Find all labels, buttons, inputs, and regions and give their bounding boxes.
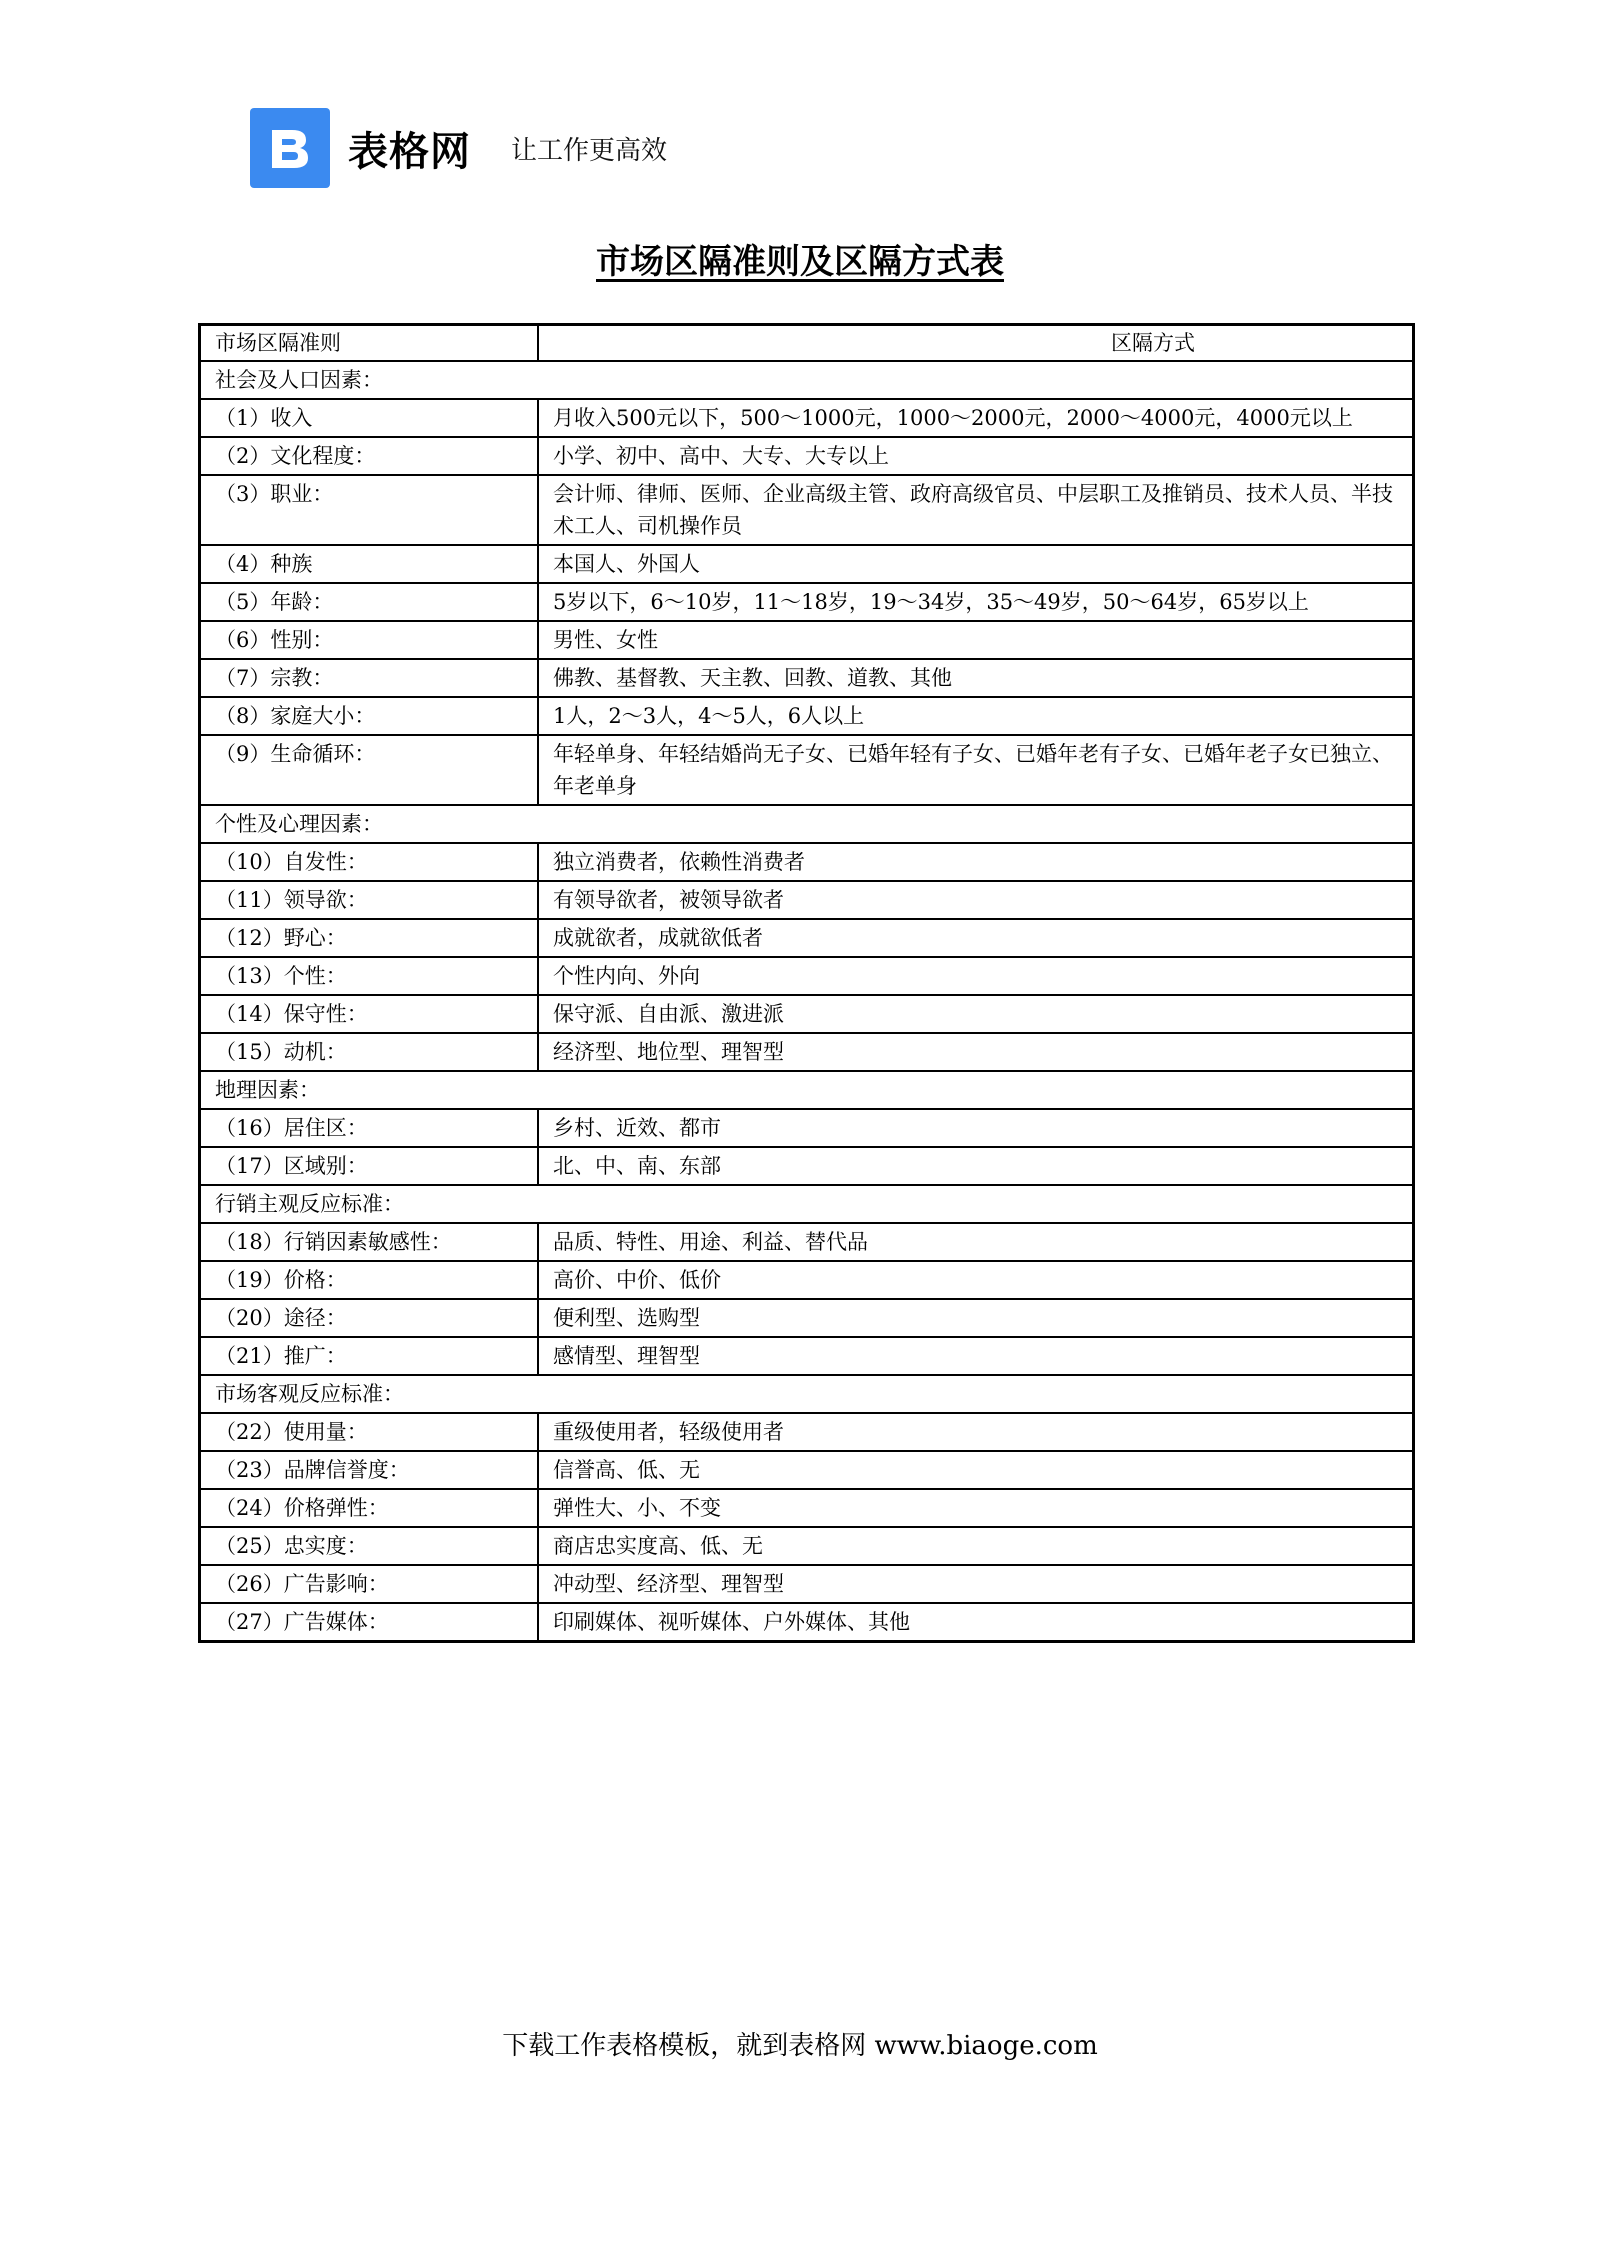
table-row [200, 1565, 1414, 1603]
table-row [200, 475, 1414, 545]
method-cell: 重级使用者，轻级使用者 [538, 1413, 1414, 1451]
table-row [200, 1223, 1414, 1261]
table-row [200, 735, 1414, 805]
criterion-cell: （15）动机： [200, 1033, 539, 1071]
table-row [200, 1451, 1414, 1489]
table-row [200, 1337, 1414, 1375]
criterion-cell: （22）使用量： [200, 1413, 539, 1451]
method-cell: 感情型、理智型 [538, 1337, 1414, 1375]
table-row [200, 1299, 1414, 1337]
criterion-cell: （11）领导欲： [200, 881, 539, 919]
header-criterion: 市场区隔准则 [200, 325, 539, 362]
table-header-row [200, 325, 1414, 362]
method-cell: 品质、特性、用途、利益、替代品 [538, 1223, 1414, 1261]
criterion-cell: （24）价格弹性： [200, 1489, 539, 1527]
method-cell: 1人，2～3人，4～5人，6人以上 [538, 697, 1414, 735]
segmentation-table [198, 323, 1415, 1643]
table-row [200, 919, 1414, 957]
criterion-cell: （4）种族 [200, 545, 539, 583]
table-row [200, 697, 1414, 735]
table-row [200, 545, 1414, 583]
method-cell: 小学、初中、高中、大专、大专以上 [538, 437, 1414, 475]
section-label: 地理因素： [200, 1071, 1414, 1109]
footer-text: 下载工作表格模板，就到表格网 www.biaoge.com [502, 2031, 1098, 2061]
criterion-cell: （12）野心： [200, 919, 539, 957]
brand-slogan: 让工作更高效 [511, 135, 668, 166]
table-row [200, 659, 1414, 697]
method-cell: 商店忠实度高、低、无 [538, 1527, 1414, 1565]
table-row [200, 1603, 1414, 1642]
criterion-cell: （1）收入 [200, 399, 539, 437]
table-row [200, 621, 1414, 659]
section-row [200, 1071, 1414, 1109]
section-label: 个性及心理因素： [200, 805, 1414, 843]
method-cell: 年轻单身、年轻结婚尚无子女、已婚年轻有子女、已婚年老有子女、已婚年老子女已独立、年老单身 [538, 735, 1414, 805]
method-cell: 有领导欲者，被领导欲者 [538, 881, 1414, 919]
criterion-cell: （2）文化程度： [200, 437, 539, 475]
criterion-cell: （27）广告媒体： [200, 1603, 539, 1642]
table-row [200, 1489, 1414, 1527]
criterion-cell: （16）居住区： [200, 1109, 539, 1147]
section-row [200, 805, 1414, 843]
method-cell: 5岁以下，6～10岁，11～18岁，19～34岁，35～49岁，50～64岁，65岁以上 [538, 583, 1414, 621]
table-row [200, 1527, 1414, 1565]
header-method: 区隔方式 [538, 325, 1414, 362]
criterion-cell: （3）职业： [200, 475, 539, 545]
criterion-cell: （21）推广： [200, 1337, 539, 1375]
table-row [200, 843, 1414, 881]
section-label: 市场客观反应标准： [200, 1375, 1414, 1413]
section-label: 社会及人口因素： [200, 361, 1414, 399]
table-row [200, 1033, 1414, 1071]
method-cell: 信誉高、低、无 [538, 1451, 1414, 1489]
method-cell: 佛教、基督教、天主教、回教、道教、其他 [538, 659, 1414, 697]
criterion-cell: （23）品牌信誉度： [200, 1451, 539, 1489]
section-label: 行销主观反应标准： [200, 1185, 1414, 1223]
criterion-cell: （26）广告影响： [200, 1565, 539, 1603]
method-cell: 北、中、南、东部 [538, 1147, 1414, 1185]
method-cell: 经济型、地位型、理智型 [538, 1033, 1414, 1071]
method-cell: 个性内向、外向 [538, 957, 1414, 995]
method-cell: 独立消费者，依赖性消费者 [538, 843, 1414, 881]
method-cell: 成就欲者，成就欲低者 [538, 919, 1414, 957]
method-cell: 月收入500元以下，500～1000元，1000～2000元，2000～4000元，4000元以上 [538, 399, 1414, 437]
criterion-cell: （18）行销因素敏感性： [200, 1223, 539, 1261]
criterion-cell: （20）途径： [200, 1299, 539, 1337]
table-row [200, 1261, 1414, 1299]
method-cell: 冲动型、经济型、理智型 [538, 1565, 1414, 1603]
criterion-cell: （10）自发性： [200, 843, 539, 881]
criterion-cell: （25）忠实度： [200, 1527, 539, 1565]
table-row [200, 437, 1414, 475]
method-cell: 保守派、自由派、激进派 [538, 995, 1414, 1033]
table-row [200, 583, 1414, 621]
method-cell: 男性、女性 [538, 621, 1414, 659]
table-row [200, 1413, 1414, 1451]
method-cell: 弹性大、小、不变 [538, 1489, 1414, 1527]
criterion-cell: （9）生命循环： [200, 735, 539, 805]
brand-logo-icon [250, 108, 330, 188]
criterion-cell: （5）年龄： [200, 583, 539, 621]
criterion-cell: （14）保守性： [200, 995, 539, 1033]
table-row [200, 1147, 1414, 1185]
method-cell: 高价、中价、低价 [538, 1261, 1414, 1299]
criterion-cell: （19）价格： [200, 1261, 539, 1299]
section-row [200, 361, 1414, 399]
document-title: 市场区隔准则及区隔方式表 [596, 242, 1004, 282]
brand-name: 表格网 [348, 128, 471, 175]
method-cell: 本国人、外国人 [538, 545, 1414, 583]
criterion-cell: （6）性别： [200, 621, 539, 659]
section-row [200, 1185, 1414, 1223]
method-cell: 乡村、近效、都市 [538, 1109, 1414, 1147]
site-header [250, 108, 667, 188]
method-cell: 印刷媒体、视听媒体、户外媒体、其他 [538, 1603, 1414, 1642]
criterion-cell: （17）区域别： [200, 1147, 539, 1185]
table-row [200, 881, 1414, 919]
table-row [200, 995, 1414, 1033]
section-row [200, 1375, 1414, 1413]
table-row [200, 399, 1414, 437]
criterion-cell: （8）家庭大小： [200, 697, 539, 735]
method-cell: 会计师、律师、医师、企业高级主管、政府高级官员、中层职工及推销员、技术人员、半技术工人、司机操作员 [538, 475, 1414, 545]
method-cell: 便利型、选购型 [538, 1299, 1414, 1337]
table-row [200, 1109, 1414, 1147]
table-row [200, 957, 1414, 995]
criterion-cell: （7）宗教： [200, 659, 539, 697]
criterion-cell: （13）个性： [200, 957, 539, 995]
